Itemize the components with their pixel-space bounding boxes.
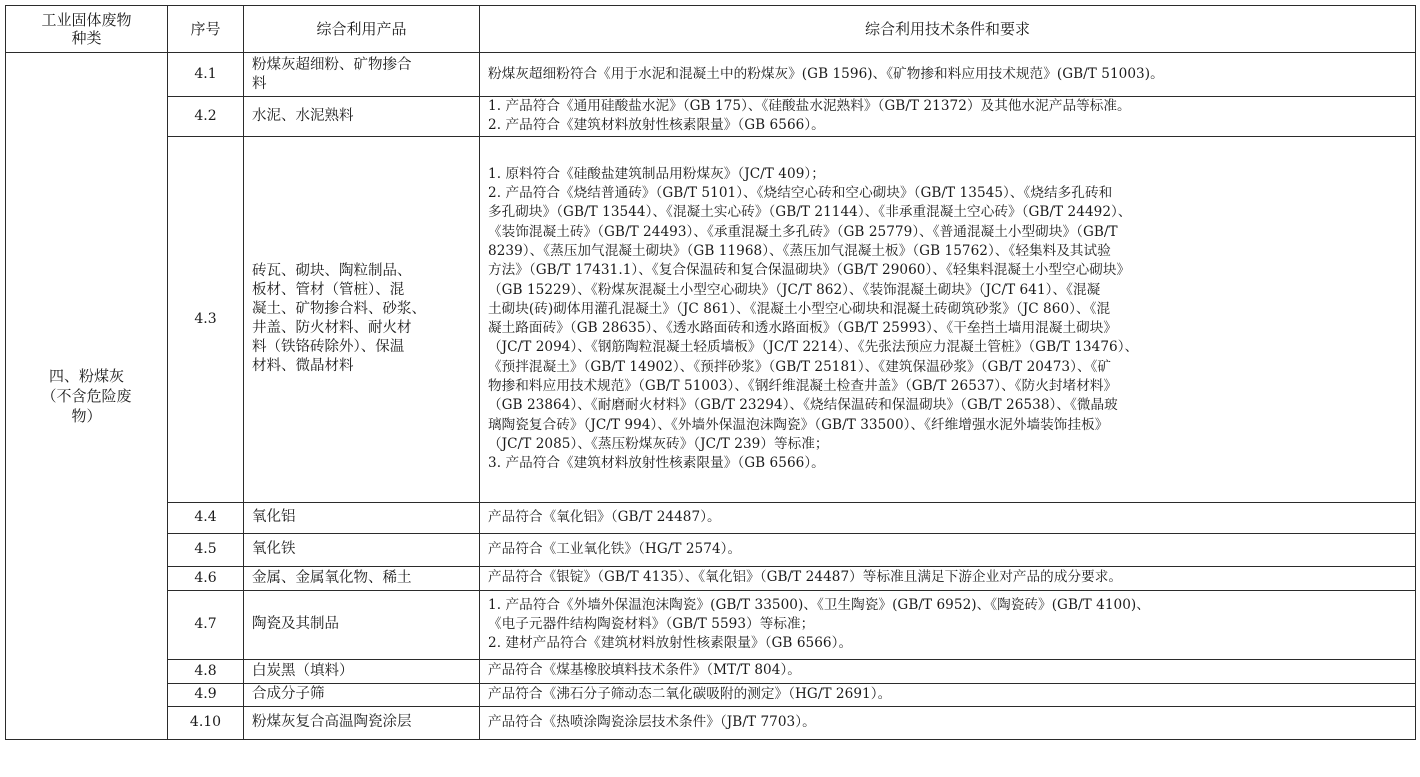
requirement-line: 《预拌混凝土》（GB/T 14902）、《预拌砂浆》（GB/T 25181）、《建筑保温砂浆》（GB/T 20473）、《矿 bbox=[488, 358, 1112, 375]
product-cell bbox=[244, 53, 480, 97]
requirement-line: 1. 产品符合《通用硅酸盐水泥》（GB 175）、《硅酸盐水泥熟料》（GB/T 21372）及其他水泥产品等标准。 bbox=[488, 98, 1131, 114]
product-cell bbox=[244, 97, 480, 137]
product-cell bbox=[244, 566, 480, 590]
row-number: 4.7 bbox=[168, 590, 244, 659]
header-category-line: 种类 bbox=[71, 29, 102, 47]
requirement-line: 2. 产品符合《烧结普通砖》（GB/T 5101）、《烧结空心砖和空心砌块》（GB/T 13545）、《烧结多孔砖和 bbox=[488, 185, 1113, 202]
product-line: 砖瓦、砌块、陶粒制品、 bbox=[252, 263, 412, 280]
requirement-line: 8239）、《蒸压加气混凝土砌块》（GB 11968）、《蒸压加气混凝土板》（GB 15762）、《轻集料及其试验 bbox=[488, 242, 1111, 259]
requirement-line: （JC/T 2094）、《钢筋陶粒混凝土轻质墙板》（JC/T 2214）、《先张法预应力混凝土管桩》（GB/T 13476）、 bbox=[488, 339, 1139, 356]
row-number: 4.2 bbox=[168, 97, 244, 137]
header-product: 综合利用产品 bbox=[244, 6, 480, 53]
requirements-cell bbox=[480, 659, 1416, 683]
product-cell bbox=[244, 502, 480, 533]
requirement-line: 2. 产品符合《建筑材料放射性核素限量》（GB 6566）。 bbox=[488, 117, 825, 134]
table-row bbox=[6, 136, 1416, 502]
product-line: 氧化铝 bbox=[252, 509, 296, 526]
product-cell bbox=[244, 136, 480, 502]
requirements-cell bbox=[480, 566, 1416, 590]
requirements-cell bbox=[480, 97, 1416, 137]
requirement-line: 产品符合《热喷涂陶瓷涂层技术条件》（JB/T 7703）。 bbox=[488, 713, 816, 730]
row-number: 4.1 bbox=[168, 53, 244, 97]
row-number: 4.5 bbox=[168, 533, 244, 566]
product-line: 料（铁铬砖除外）、保温 bbox=[252, 339, 405, 356]
requirement-line: 产品符合《银锭》（GB/T 4135）、《氧化铝》（GB/T 24487）等标准且满足下游企业对产品的成分要求。 bbox=[488, 569, 1123, 586]
product-line: 粉煤灰复合高温陶瓷涂层 bbox=[252, 714, 412, 731]
requirements-cell bbox=[480, 683, 1416, 706]
row-number: 4.6 bbox=[168, 566, 244, 590]
row-number: 4.4 bbox=[168, 502, 244, 533]
requirements-cell bbox=[480, 533, 1416, 566]
requirement-line: 产品符合《氧化铝》（GB/T 24487）。 bbox=[488, 508, 721, 525]
requirement-line: 《电子元器件结构陶瓷材料》（GB/T 5593）等标准； bbox=[488, 615, 815, 632]
requirement-line: 物掺和料应用技术规范》（GB/T 51003）、《钢纤维混凝土检查井盖》（GB/T 26537）、《防火封堵材料》 bbox=[488, 377, 1118, 394]
table-row bbox=[6, 590, 1416, 659]
table-row bbox=[6, 659, 1416, 683]
requirement-line: （GB 23864）、《耐磨耐火材料》（GB/T 23294）、《烧结保温砖和保温砌块》（GB/T 26538）、《微晶玻 bbox=[488, 397, 1118, 414]
table-row bbox=[6, 683, 1416, 706]
product-line: 料 bbox=[252, 75, 267, 92]
row-number: 4.10 bbox=[168, 706, 244, 739]
product-cell bbox=[244, 533, 480, 566]
requirement-line: 粉煤灰超细粉符合《用于水泥和混凝土中的粉煤灰》(GB 1596)、《矿物掺和料应用技术规范》(GB/T 51003)。 bbox=[488, 65, 1164, 82]
table-row bbox=[6, 706, 1416, 739]
product-line: 白炭黑（填料） bbox=[252, 662, 354, 679]
product-cell bbox=[244, 590, 480, 659]
table-row bbox=[6, 53, 1416, 97]
requirements-cell bbox=[480, 136, 1416, 502]
requirement-line: 璃陶瓷复合砖》（JC/T 994）、《外墙外保温泡沫陶瓷》（GB/T 33500）、《纤维增强水泥外墙装饰挂板》 bbox=[488, 416, 1109, 433]
requirement-line: 2. 建材产品符合《建筑材料放射性核素限量》（GB 6566）。 bbox=[488, 635, 853, 652]
requirement-line: 1. 原料符合《硅酸盐建筑制品用粉煤灰》（JC/T 409）； bbox=[488, 165, 825, 182]
product-line: 板材、管材（管桩）、混 bbox=[252, 282, 405, 299]
requirement-line: （GB 15229）、《粉煤灰混凝土小型空心砌块》（JC/T 862）、《装饰混凝土砌块》（JC/T 641）、《混凝 bbox=[488, 281, 1101, 298]
product-line: 水泥、水泥熟料 bbox=[252, 107, 354, 124]
requirement-line: 方法》（GB/T 17431.1）、《复合保温砖和复合保温砌块》（GB/T 29060）、《轻集料混凝土小型空心砌块》 bbox=[488, 262, 1131, 279]
header-requirements: 综合利用技术条件和要求 bbox=[480, 6, 1416, 53]
requirement-line: 1. 产品符合《外墙外保温泡沫陶瓷》(GB/T 33500)、《卫生陶瓷》(GB/T 6952)、《陶瓷砖》(GB/T 4100)、 bbox=[488, 596, 1150, 613]
header-number: 序号 bbox=[168, 6, 244, 53]
requirement-line: 3. 产品符合《建筑材料放射性核素限量》（GB 6566）。 bbox=[488, 455, 825, 472]
table-row bbox=[6, 566, 1416, 590]
product-line: 陶瓷及其制品 bbox=[252, 616, 339, 633]
table-row bbox=[6, 502, 1416, 533]
requirement-line: 产品符合《沸石分子筛动态二氧化碳吸附的测定》（HG/T 2691）。 bbox=[488, 685, 892, 702]
product-line: 粉煤灰超细粉、矿物掺合 bbox=[252, 56, 412, 73]
requirements-cell bbox=[480, 502, 1416, 533]
product-line: 材料、微晶材料 bbox=[252, 358, 354, 375]
category-cell bbox=[6, 53, 168, 740]
product-cell bbox=[244, 683, 480, 706]
category-line: 四、粉煤灰 bbox=[48, 366, 124, 385]
requirement-line: 土砌块(砖)砌体用灌孔混凝土》（JC 861）、《混凝土小型空心砌块和混凝土砖砌筑砂浆》（JC 860）、《混 bbox=[488, 300, 1111, 317]
requirement-line: （JC/T 2085）、《蒸压粉煤灰砖》（JC/T 239）等标准； bbox=[488, 435, 829, 452]
product-line: 氧化铁 bbox=[252, 541, 296, 558]
product-line: 井盖、防火材料、耐火材 bbox=[252, 320, 412, 337]
category-line: （不含危险废 bbox=[41, 386, 132, 405]
product-line: 合成分子筛 bbox=[252, 686, 325, 703]
requirements-cell bbox=[480, 53, 1416, 97]
requirement-line: 产品符合《煤基橡胶填料技术条件》（MT/T 804）。 bbox=[488, 662, 801, 679]
row-number: 4.3 bbox=[168, 136, 244, 502]
waste-utilization-table bbox=[5, 5, 1416, 740]
table-row bbox=[6, 533, 1416, 566]
product-line: 金属、金属氧化物、稀土 bbox=[252, 569, 412, 586]
product-cell bbox=[244, 659, 480, 683]
requirement-line: 《装饰混凝土砖》（GB/T 24493）、《承重混凝土多孔砖》（GB 25779）、《普通混凝土小型砌块》（GB/T bbox=[488, 223, 1118, 240]
header-category bbox=[6, 6, 168, 53]
row-number: 4.9 bbox=[168, 683, 244, 706]
requirement-line: 产品符合《工业氧化铁》（HG/T 2574）。 bbox=[488, 540, 742, 557]
requirement-line: 多孔砌块》（GB/T 13544）、《混凝土实心砖》（GB/T 21144）、《非承重混凝土空心砖》（GB/T 24492）、 bbox=[488, 204, 1132, 221]
requirements-cell bbox=[480, 706, 1416, 739]
requirement-line: 凝土路面砖》（GB 28635）、《透水路面砖和透水路面板》（GB/T 25993）、《干垒挡土墙用混凝土砌块》 bbox=[488, 320, 1118, 337]
product-line: 凝土、矿物掺合料、砂浆、 bbox=[252, 301, 426, 318]
product-cell bbox=[244, 706, 480, 739]
document-page bbox=[5, 5, 1416, 740]
header-row bbox=[6, 6, 1416, 53]
table-row bbox=[6, 97, 1416, 137]
category-line: 物） bbox=[71, 406, 102, 425]
row-number: 4.8 bbox=[168, 659, 244, 683]
header-category-line: 工业固体废物 bbox=[41, 11, 132, 29]
requirements-cell bbox=[480, 590, 1416, 659]
